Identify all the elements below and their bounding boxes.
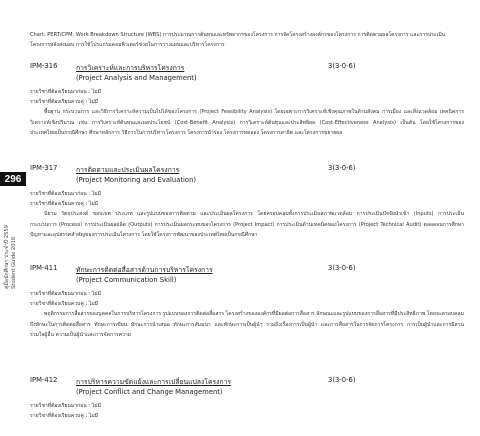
- course-title-en: (Project Analysis and Management): [76, 74, 197, 82]
- course-description: พฤติกรรมการสื่อสารของบุคคลในการบริหารโครงการ รูปแบบของการติดต่อสื่อสาร โครงสร้างขององค์กรที่มีผลต่อการสื่อสาร ลักษณะและรูปแบบของการสื่อสารที่มีประสิทธิภาพ โดยจะครอบคลุมถึงทักษะในการติดต่อสื่อสาร ทักษะการเขียน ทักษะการนำเสนอ ทักษะการสัมมนา และทักษะการเป็นผู้นำ รวมถึงเรื่องการเป็นผู้นำ และการสื่อสารในการจัดการโครงการ การเป็นผู้นำและการมีส่วนร่วมใจผู้อื่น ความเป็นผู้นำและการจัดการความ: [30, 311, 465, 338]
- course-prerequisite: รายวิชาที่ต้องเรียนมาก่อน : ไม่มี: [30, 291, 101, 297]
- course-code: IPM-316: [30, 62, 58, 70]
- page-sidebar: [0, 172, 26, 292]
- course-prerequisite: รายวิชาที่ต้องเรียนมาก่อน : ไม่มี: [30, 191, 101, 197]
- guide-caption-en: Student Guide 2016: [11, 236, 17, 289]
- course-requirements: [30, 401, 464, 421]
- course-code: IPM-412: [30, 376, 58, 384]
- page-number: 296: [0, 172, 26, 186]
- course-corequisite: รายวิชาที่ต้องเรียนควบคู่ : ไม่มี: [30, 201, 99, 207]
- intro-paragraph: Chart, PERT/CPM, Work Breakdown Structure (WBS) การประมาณการต้นทุนและทรัพยากรของโครงการ การจัดโครงสร้างองค์กรของโครงการ การติดตามผลโครงการ และการประเมินโครงการหลังส่งมอบ การใช้โปรแกรมคอมพิวเตอร์ช่วยในการวางแผนและบริหารโครงการ: [30, 32, 446, 48]
- course-title-th: การติดตามและประเมินผลโครงการ: [76, 166, 180, 174]
- course-title-th: การวิเคราะห์และการบริหารโครงการ: [76, 64, 185, 72]
- guide-caption-th: คู่มือนักศึกษา ประจำปี 2559: [4, 224, 10, 289]
- course-title-en: (Project Communication Skill): [76, 276, 177, 284]
- course-title-th: การบริหารความขัดแย้งและการเปลี่ยนแปลงโครงการ: [76, 378, 232, 386]
- course-corequisite: รายวิชาที่ต้องเรียนควบคู่ : ไม่มี: [30, 301, 99, 307]
- course-credits: 3(3-0-6): [328, 164, 356, 172]
- course-corequisite: รายวิชาที่ต้องเรียนควบคู่ : ไม่มี: [30, 99, 99, 105]
- guide-caption: [4, 189, 22, 289]
- course-title-en: (Project Monitoring and Evaluation): [76, 176, 197, 184]
- course-corequisite: รายวิชาที่ต้องเรียนควบคู่ : ไม่มี: [30, 413, 99, 419]
- course-requirements: [30, 87, 464, 107]
- course-description: พื้นฐาน กระบวนการ และวิธีการวิเคราะห์ความเป็นไปได้ของโครงการ (Project Feasibility Analysis) โดยเฉพาะการวิเคราะห์เชิงคุณภาพในด้านสังคม การเมือง และสิ่งแวดล้อม เทคนิคการวิเคราะห์เชิงปริมาณ เช่น การวิเคราะห์ต้นทุนและผลประโยชน์ (Cost-Benefit Analysis) การวิเคราะห์ต้นทุนและประสิทธิผล (Cost-Effectiveness Analysis) เป็นต้น โดยใช้โครงการของประเทศไทยเป็นกรณีศึกษา ศึกษาหลักการ วิธีการในการบริหารโครงการ โครงการนำร่อง โครงการทดลอง โครงการสาธิต และโครงการขยายผล: [30, 109, 464, 136]
- course-requirements: [30, 189, 464, 209]
- course-prerequisite: รายวิชาที่ต้องเรียนมาก่อน : ไม่มี: [30, 89, 101, 95]
- course-title-en: (Project Conflict and Change Management): [76, 388, 223, 396]
- course-credits: 3(3-0-6): [328, 62, 356, 70]
- course-title-th: ทักษะการติดต่อสื่อสารด้านการบริหารโครงการ: [76, 266, 213, 274]
- course-credits: 3(3-0-6): [328, 376, 356, 384]
- course-credits: 3(3-0-6): [328, 264, 356, 272]
- course-code: IPM-317: [30, 164, 58, 172]
- course-description: นิยาม วัตถุประสงค์ ขอบเขต ประเภท และรูปแบบของการติดตาม และประเมินผลโครงการ โดยครอบคลุมทั้งการประเมินสภาพแวดล้อม การประเมินปัจจัยนำเข้า (Inputs) การประเมินกระบวนการ (Process) การประเมินผลผลิต (Outputs) การประเมินผลกระทบของโครงการ (Project Impact) การประเมินด้านเทคนิคของโครงการ (Project Technical Audit) ตลอดจนการศึกษาปัญหาและอุปสรรคสำคัญของการประเมินโครงการ โดยใช้โครงการพัฒนาของประเทศไทยเป็นกรณีศึกษา: [30, 211, 464, 238]
- course-requirements: [30, 289, 464, 309]
- course-prerequisite: รายวิชาที่ต้องเรียนมาก่อน : ไม่มี: [30, 403, 101, 409]
- course-code: IPM-411: [30, 264, 58, 272]
